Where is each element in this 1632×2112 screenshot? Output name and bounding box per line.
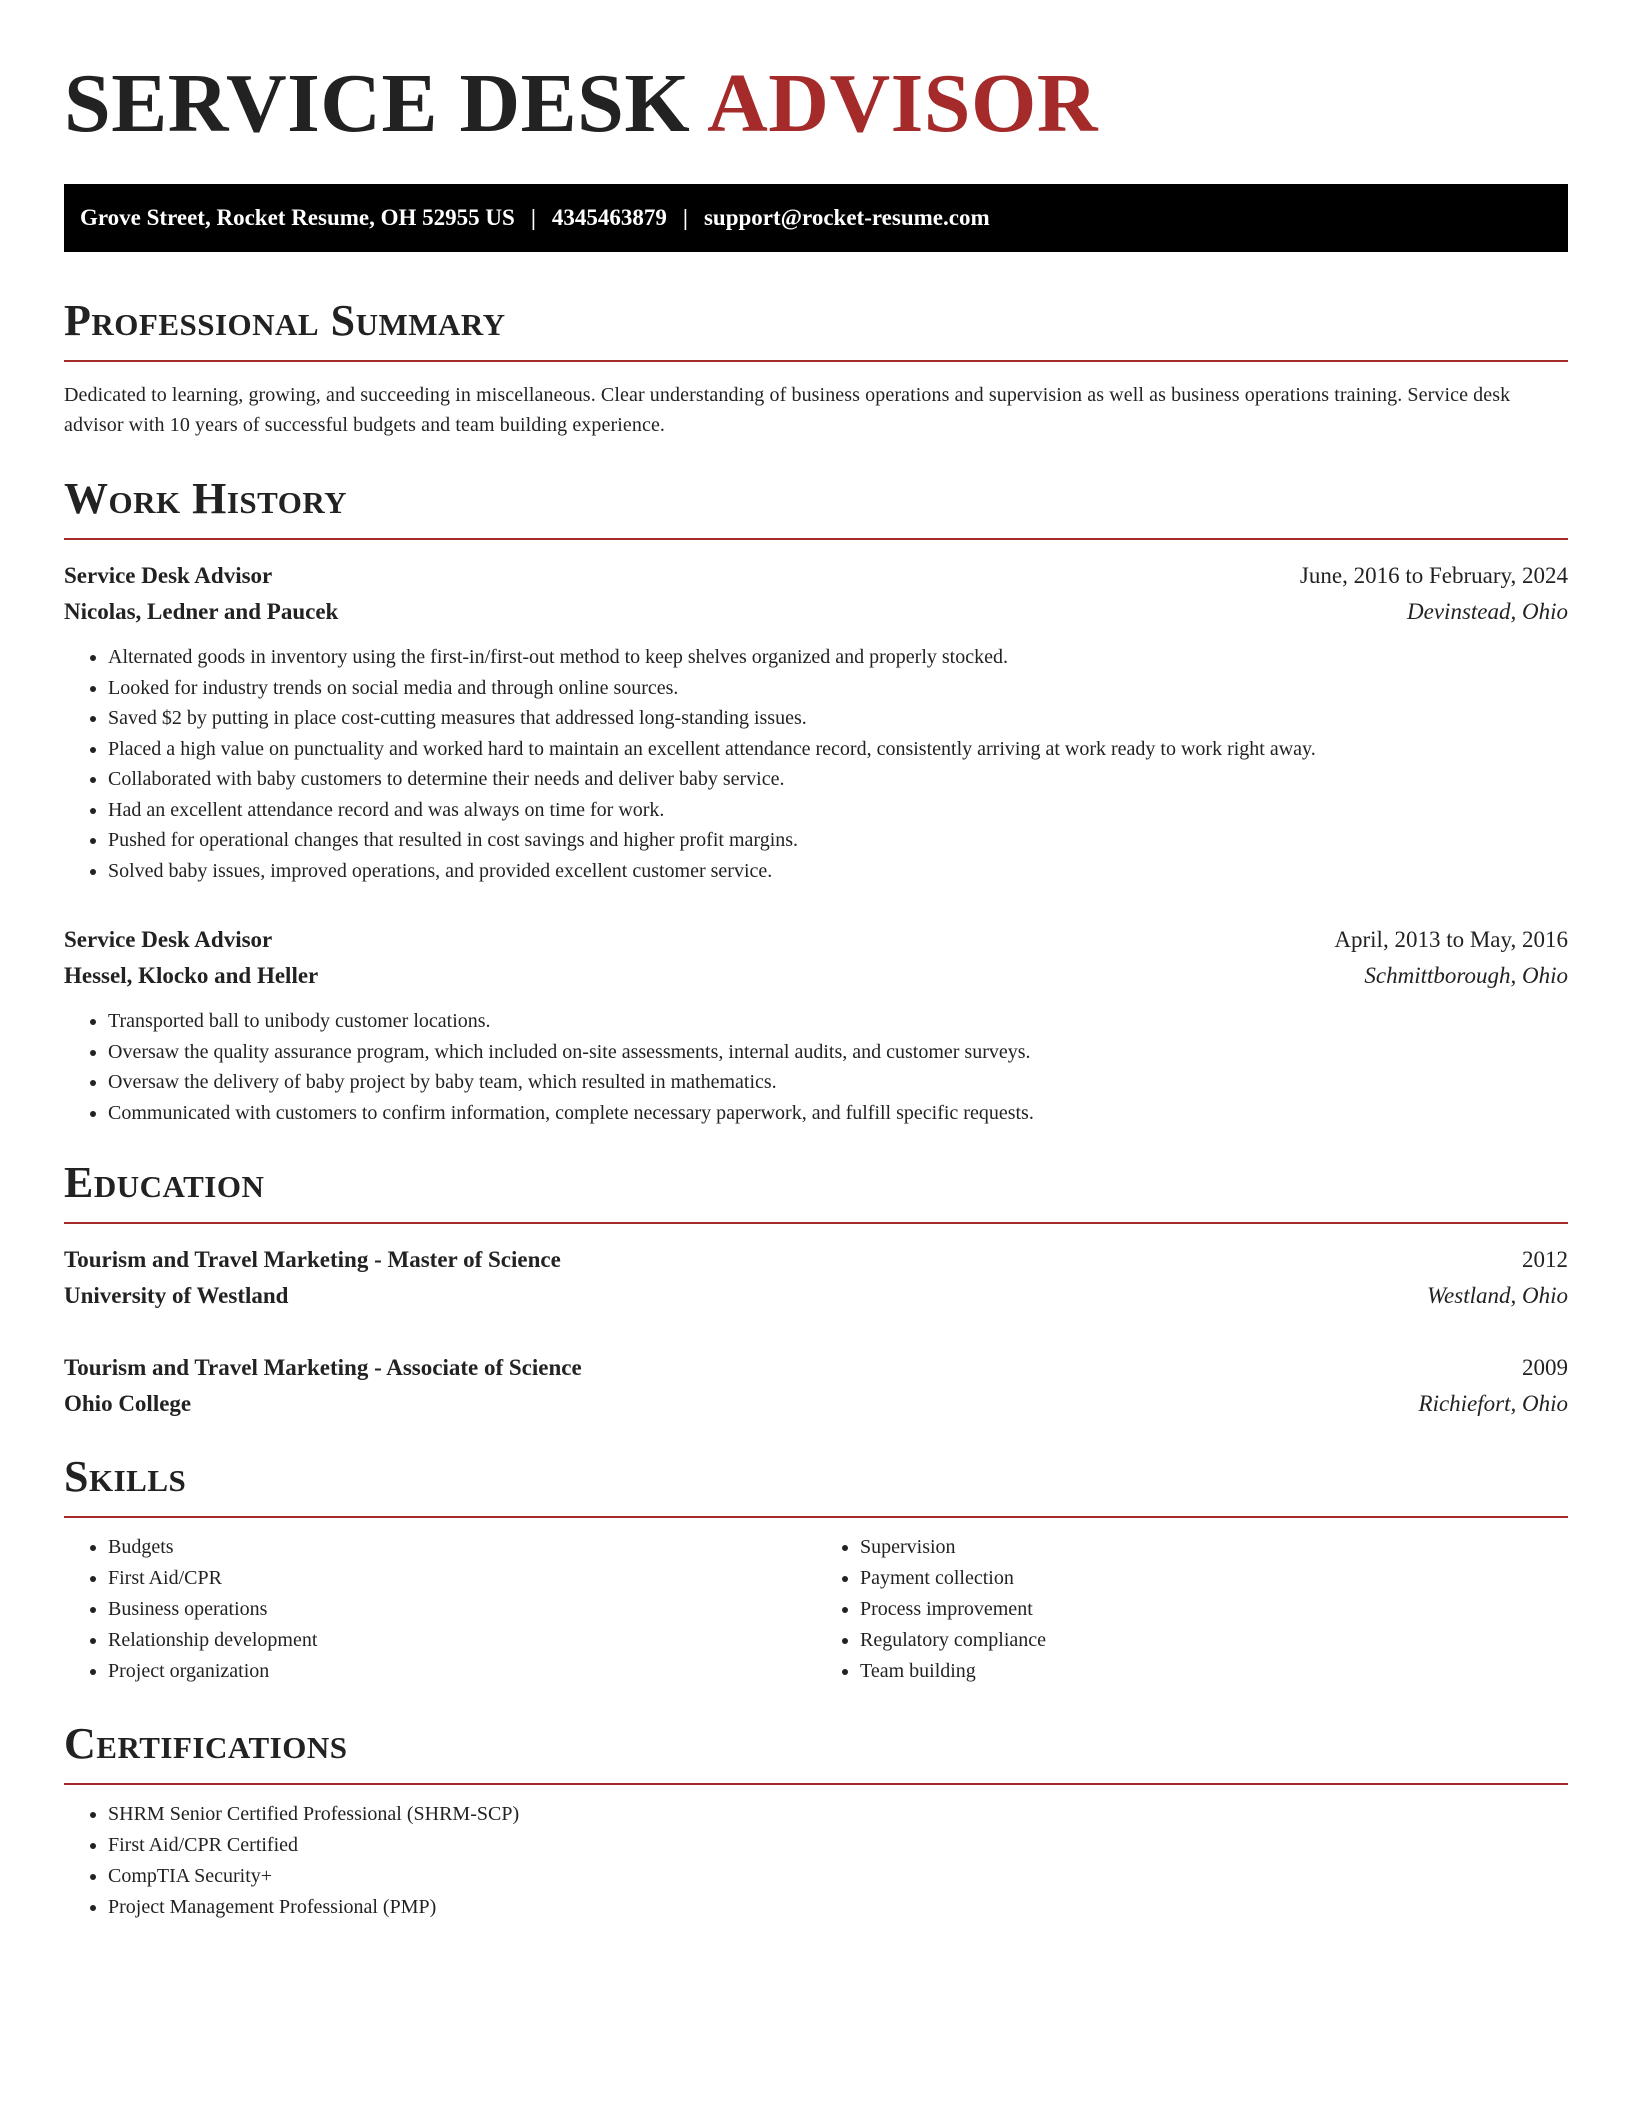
summary-text: Dedicated to learning, growing, and succeeding in miscellaneous. Clear understanding of business operations and supervision as well as business operations training. Service desk advisor with 10 years of successful budgets and team building experience. <box>64 384 1511 436</box>
education-year: 2009 <box>1522 1355 1568 1380</box>
job-entry <box>64 922 1568 1128</box>
contact-address: Grove Street, Rocket Resume, OH 52955 US <box>80 205 515 230</box>
job-bullet: • Collaborated with baby customers to determine their needs and deliver baby service. <box>108 764 1568 795</box>
education-header-row <box>64 1242 1568 1278</box>
job-company: Hessel, Klocko and Heller <box>64 963 319 988</box>
job-entry <box>64 558 1568 886</box>
skill-item: • Project organization <box>108 1656 816 1687</box>
skills-list-right <box>816 1532 1568 1687</box>
skill-item: • Supervision <box>860 1532 1568 1563</box>
job-bullet: • Alternated goods in inventory using the first-in/first-out method to keep shelves organized and properly stocked. <box>108 642 1568 673</box>
job-bullet: • Had an excellent attendance record and was always on time for work. <box>108 795 1568 826</box>
skill-item: • Relationship development <box>108 1625 816 1656</box>
skill-item: • Budgets <box>108 1532 816 1563</box>
job-company-row <box>64 958 1568 994</box>
education-header-row <box>64 1350 1568 1386</box>
education-entry <box>64 1242 1568 1314</box>
work-history-section <box>64 474 1568 1128</box>
work-history-heading: Work History <box>64 474 348 523</box>
summary-heading: Professional Summary <box>64 296 506 345</box>
section-divider <box>64 1516 1568 1518</box>
education-location: Westland, Ohio <box>1427 1283 1568 1308</box>
skills-section <box>64 1452 1568 1687</box>
job-dates: June, 2016 to February, 2024 <box>1299 563 1568 588</box>
job-location: Devinstead, Ohio <box>1407 599 1568 624</box>
skill-item: • Payment collection <box>860 1563 1568 1594</box>
job-header-row <box>64 558 1568 594</box>
job-bullet: • Pushed for operational changes that resulted in cost savings and higher profit margins. <box>108 825 1568 856</box>
education-year: 2012 <box>1522 1247 1568 1272</box>
contact-email[interactable]: support@rocket-resume.com <box>703 205 990 230</box>
job-company-row <box>64 594 1568 630</box>
education-school: University of Westland <box>64 1283 289 1308</box>
education-section <box>64 1158 1568 1422</box>
skills-grid <box>64 1532 1568 1687</box>
contact-separator: | <box>682 205 688 230</box>
contact-phone[interactable]: 4345463879 <box>551 205 667 230</box>
education-school: Ohio College <box>64 1391 192 1416</box>
certification-item: • CompTIA Security+ <box>108 1861 1568 1892</box>
skill-item: • Team building <box>860 1656 1568 1687</box>
education-location: Richiefort, Ohio <box>1418 1391 1568 1416</box>
job-bullets <box>64 642 1568 886</box>
certifications-list <box>64 1799 1568 1923</box>
job-bullets <box>64 1006 1568 1128</box>
job-location: Schmittborough, Ohio <box>1364 963 1568 988</box>
certification-item: • SHRM Senior Certified Professional (SHRM-SCP) <box>108 1799 1568 1830</box>
section-divider <box>64 1783 1568 1785</box>
job-bullet: • Transported ball to unibody customer locations. <box>108 1006 1568 1037</box>
education-school-row <box>64 1278 1568 1314</box>
education-degree: Tourism and Travel Marketing - Master of Science <box>64 1247 561 1272</box>
contact-bar <box>64 184 1568 252</box>
skill-item: • Process improvement <box>860 1594 1568 1625</box>
contact-separator: | <box>530 205 536 230</box>
certification-item: • Project Management Professional (PMP) <box>108 1892 1568 1923</box>
skill-item: • Regulatory compliance <box>860 1625 1568 1656</box>
job-bullet: • Saved $2 by putting in place cost-cutting measures that addressed long-standing issues. <box>108 703 1568 734</box>
summary-section <box>64 296 1568 440</box>
education-heading: Education <box>64 1158 265 1207</box>
resume-title <box>64 58 1568 150</box>
education-degree: Tourism and Travel Marketing - Associate of Science <box>64 1355 582 1380</box>
job-dates: April, 2013 to May, 2016 <box>1334 927 1568 952</box>
skills-heading: Skills <box>64 1452 187 1501</box>
education-school-row <box>64 1386 1568 1422</box>
title-accent: ADVISOR <box>707 57 1099 150</box>
education-entry <box>64 1350 1568 1422</box>
job-company: Nicolas, Ledner and Paucek <box>64 599 339 624</box>
job-title: Service Desk Advisor <box>64 927 273 952</box>
certifications-section <box>64 1719 1568 1923</box>
certifications-heading: Certifications <box>64 1719 348 1768</box>
title-main: SERVICE DESK <box>64 57 691 150</box>
skill-item: • Business operations <box>108 1594 816 1625</box>
job-bullet: • Placed a high value on punctuality and worked hard to maintain an excellent attendance record, consistently arriving at work ready to work right away. <box>108 734 1568 765</box>
job-bullet: • Looked for industry trends on social media and through online sources. <box>108 673 1568 704</box>
job-bullet: • Oversaw the delivery of baby project by baby team, which resulted in mathematics. <box>108 1067 1568 1098</box>
job-bullet: • Oversaw the quality assurance program, which included on-site assessments, internal audits, and customer surveys. <box>108 1037 1568 1068</box>
job-bullet: • Communicated with customers to confirm information, complete necessary paperwork, and fulfill specific requests. <box>108 1098 1568 1129</box>
job-header-row <box>64 922 1568 958</box>
section-divider <box>64 538 1568 540</box>
job-bullet: • Solved baby issues, improved operations, and provided excellent customer service. <box>108 856 1568 887</box>
section-divider <box>64 360 1568 362</box>
certification-item: • First Aid/CPR Certified <box>108 1830 1568 1861</box>
skill-item: • First Aid/CPR <box>108 1563 816 1594</box>
job-title: Service Desk Advisor <box>64 563 273 588</box>
section-divider <box>64 1222 1568 1224</box>
skills-list-left <box>64 1532 816 1687</box>
